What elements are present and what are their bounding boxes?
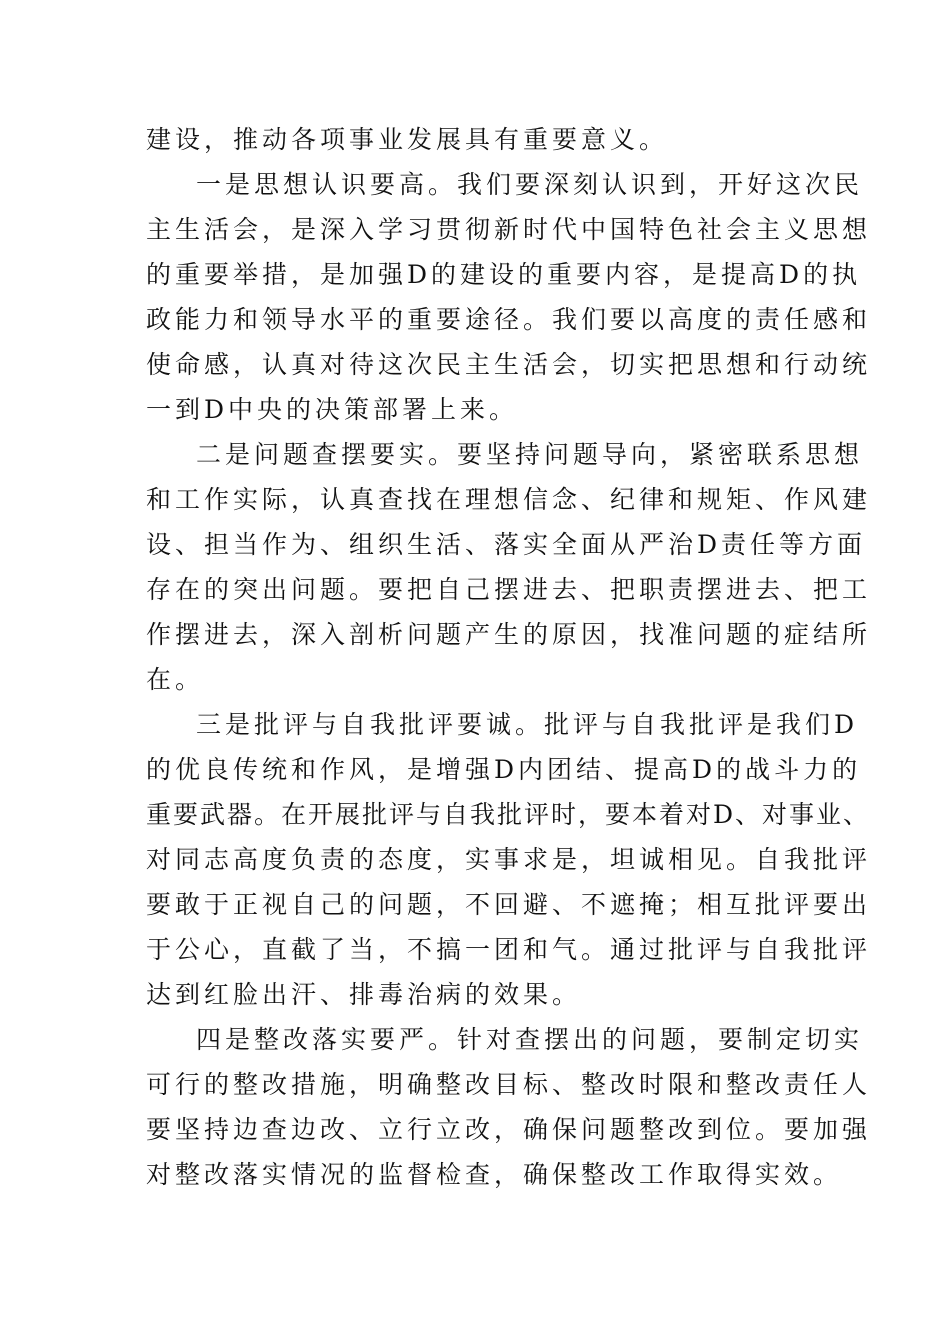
text-line: 可行的整改措施，明确整改目标、整改时限和整改责任人 [146, 1070, 872, 1099]
text-line: 设、担当作为、组织生活、落实全面从严治D责任等方面 [146, 530, 867, 559]
text-line: 重要武器。在开展批评与自我批评时，要本着对D、对事业、 [146, 800, 871, 829]
text-line: 达到红脸出汗、排毒治病的效果。 [146, 980, 582, 1009]
text-line: 的优良传统和作风，是增强D内团结、提高D的战斗力的 [146, 755, 862, 784]
text-line: 对整改落实情况的监督检查，确保整改工作取得实效。 [146, 1160, 843, 1189]
text-line: 要坚持边查边改、立行立改，确保问题整改到位。要加强 [146, 1115, 872, 1144]
paragraph-start-line: 三是批评与自我批评要诚。批评与自我批评是我们D [196, 710, 859, 739]
text-line: 政能力和领导水平的重要途径。我们要以高度的责任感和 [146, 305, 872, 334]
text-line: 一到D中央的决策部署上来。 [146, 395, 519, 424]
text-line: 的重要举措，是加强D的建设的重要内容，是提高D的执 [146, 260, 862, 289]
paragraph-start-line: 二是问题查摆要实。要坚持问题导向，紧密联系思想 [196, 440, 864, 469]
text-line: 建设，推动各项事业发展具有重要意义。 [146, 125, 669, 154]
text-line: 对同志高度负责的态度，实事求是，坦诚相见。自我批评 [146, 845, 872, 874]
text-line: 和工作实际，认真查找在理想信念、纪律和规矩、作风建 [146, 485, 872, 514]
text-line: 使命感，认真对待这次民主生活会，切实把思想和行动统 [146, 350, 872, 379]
text-line: 存在的突出问题。要把自己摆进去、把职责摆进去、把工 [146, 575, 872, 604]
text-line: 要敢于正视自己的问题，不回避、不遮掩；相互批评要出 [146, 890, 872, 919]
text-line: 在。 [146, 665, 205, 694]
text-line: 作摆进去，深入剖析问题产生的原因，找准问题的症结所 [146, 620, 872, 649]
text-line: 主生活会，是深入学习贯彻新时代中国特色社会主义思想 [146, 215, 872, 244]
paragraph-start-line: 四是整改落实要严。针对查摆出的问题，要制定切实 [196, 1025, 864, 1054]
text-line: 于公心，直截了当，不搞一团和气。通过批评与自我批评 [146, 935, 872, 964]
paragraph-start-line: 一是思想认识要高。我们要深刻认识到，开好这次民 [196, 170, 864, 199]
